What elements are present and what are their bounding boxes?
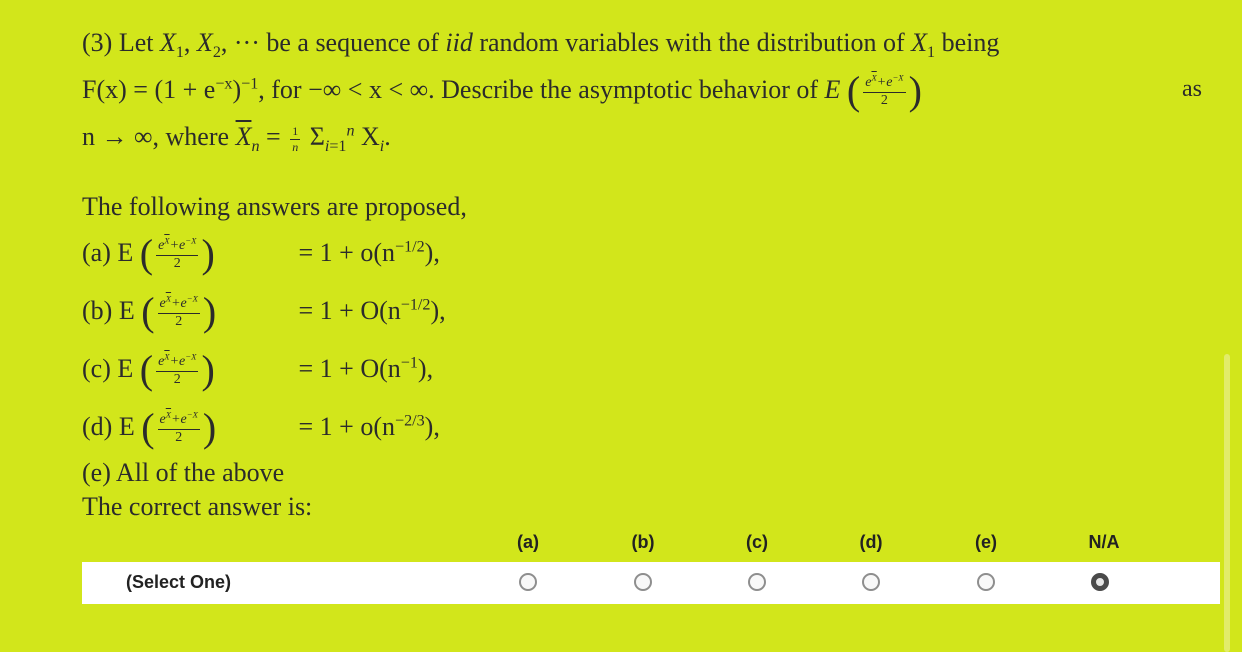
question-line-1: (3) Let $X_1$, $X_2$, ··· be a sequence of iid random variables with the distribution of $X_1$ being — [82, 28, 1000, 62]
fraction: $\frac{e^{\overline{X}}+e^{-X}}{2}$ — [158, 351, 197, 387]
question-text: be a sequence of — [266, 28, 446, 57]
question-text: random variables with the distribution of — [472, 28, 912, 57]
correct-prompt: The correct answer is: — [82, 492, 313, 521]
radio-d[interactable] — [862, 573, 880, 591]
distribution-formula: ) — [232, 75, 242, 104]
radio-c[interactable] — [748, 573, 766, 591]
fraction: $\frac{e^{\overline{X}}+e^{-X}}{2}$ — [158, 235, 197, 271]
option-label: (d) E — [82, 412, 135, 441]
option-exponent: −2/3 — [394, 412, 425, 430]
column-header-na: N/A — [1088, 532, 1120, 552]
fraction: $\frac{e^{\overline{X}}+e^{-X}}{2}$ — [159, 293, 198, 329]
question-text: X — [354, 122, 380, 151]
option-rhs: ), — [424, 238, 440, 267]
fraction: $\frac{e^{\overline{X}}+e^{-X}}{2}$ — [865, 72, 904, 108]
option-rhs: = 1 + O(n — [298, 296, 401, 325]
question-line-3: n → ∞, where $\overline{X}_n$ = $\frac{1}{n}$ $\Sigma_{i=1}^n$ $X_i$. — [82, 122, 391, 156]
option-c: (c) E ( $\frac{e^{\overline{X}}+e^{-X}}{2}$ ) = $1 + O(n^{-1})$, — [82, 347, 434, 392]
radio-na[interactable] — [1091, 573, 1109, 591]
question-text: being — [935, 28, 1000, 57]
option-e: (e) All of the above — [82, 458, 285, 487]
sum-symbol: Σ — [303, 122, 325, 151]
fraction: $\frac{1}{n}$ — [292, 123, 299, 154]
option-rhs: = 1 + o(n — [298, 412, 395, 441]
question-text: , for −∞ < x < ∞. Describe the asymptotic behavior of — [258, 75, 825, 104]
question-text: = — [259, 122, 288, 151]
option-rhs: = 1 + O(n — [298, 354, 401, 383]
column-header-e: (e) — [975, 532, 997, 552]
option-label: (a) E — [82, 238, 134, 267]
scrollbar[interactable] — [1224, 354, 1230, 652]
iid-term: iid — [445, 28, 473, 57]
answer-row — [82, 562, 1220, 604]
option-exponent: −1/2 — [400, 296, 431, 314]
question-text: (3) Let — [82, 28, 160, 57]
option-exponent: −1 — [400, 354, 418, 372]
option-label: (c) E — [82, 354, 134, 383]
proposed-intro: The following answers are proposed, — [82, 192, 467, 221]
option-rhs: = 1 + o(n — [298, 238, 395, 267]
column-header-b: (b) — [631, 532, 655, 552]
option-rhs: ), — [424, 412, 440, 441]
option-label: (b) E — [82, 296, 135, 325]
column-header-d: (d) — [859, 532, 883, 552]
option-b: (b) E ( $\frac{e^{\overline{X}}+e^{-X}}{2}$ ) = $1 + O(n^{-1/2})$, — [82, 289, 446, 334]
radio-b[interactable] — [634, 573, 652, 591]
radio-e[interactable] — [977, 573, 995, 591]
option-exponent: −1/2 — [394, 238, 425, 256]
select-one-label: (Select One) — [126, 572, 232, 592]
option-a: (a) E ( $\frac{e^{\overline{X}}+e^{-X}}{2}$ ) = $1 + o(n^{-1/2})$, — [82, 231, 440, 276]
column-header-a: (a) — [517, 532, 539, 552]
question-text: n → ∞, where — [82, 122, 236, 151]
radio-a[interactable] — [519, 573, 537, 591]
as-word: as — [1182, 76, 1202, 102]
option-rhs: ), — [430, 296, 446, 325]
answer-column-headers — [0, 532, 1242, 554]
question-line-2: $F(x) = (1 + e^{-x})^{-1}$, for −∞ < x < ∞. Describe the asymptotic behavior of E ( $\frac{e^{\overline{X}}+e^{-X}}{2}$ ) as — [82, 68, 1202, 113]
column-header-c: (c) — [746, 532, 768, 552]
distribution-formula: F(x) = (1 + e — [82, 75, 216, 104]
option-d: (d) E ( $\frac{e^{\overline{X}}+e^{-X}}{2}$ ) = $1 + o(n^{-2/3})$, — [82, 405, 440, 450]
fraction: $\frac{e^{\overline{X}}+e^{-X}}{2}$ — [159, 409, 198, 445]
option-rhs: ), — [417, 354, 434, 383]
